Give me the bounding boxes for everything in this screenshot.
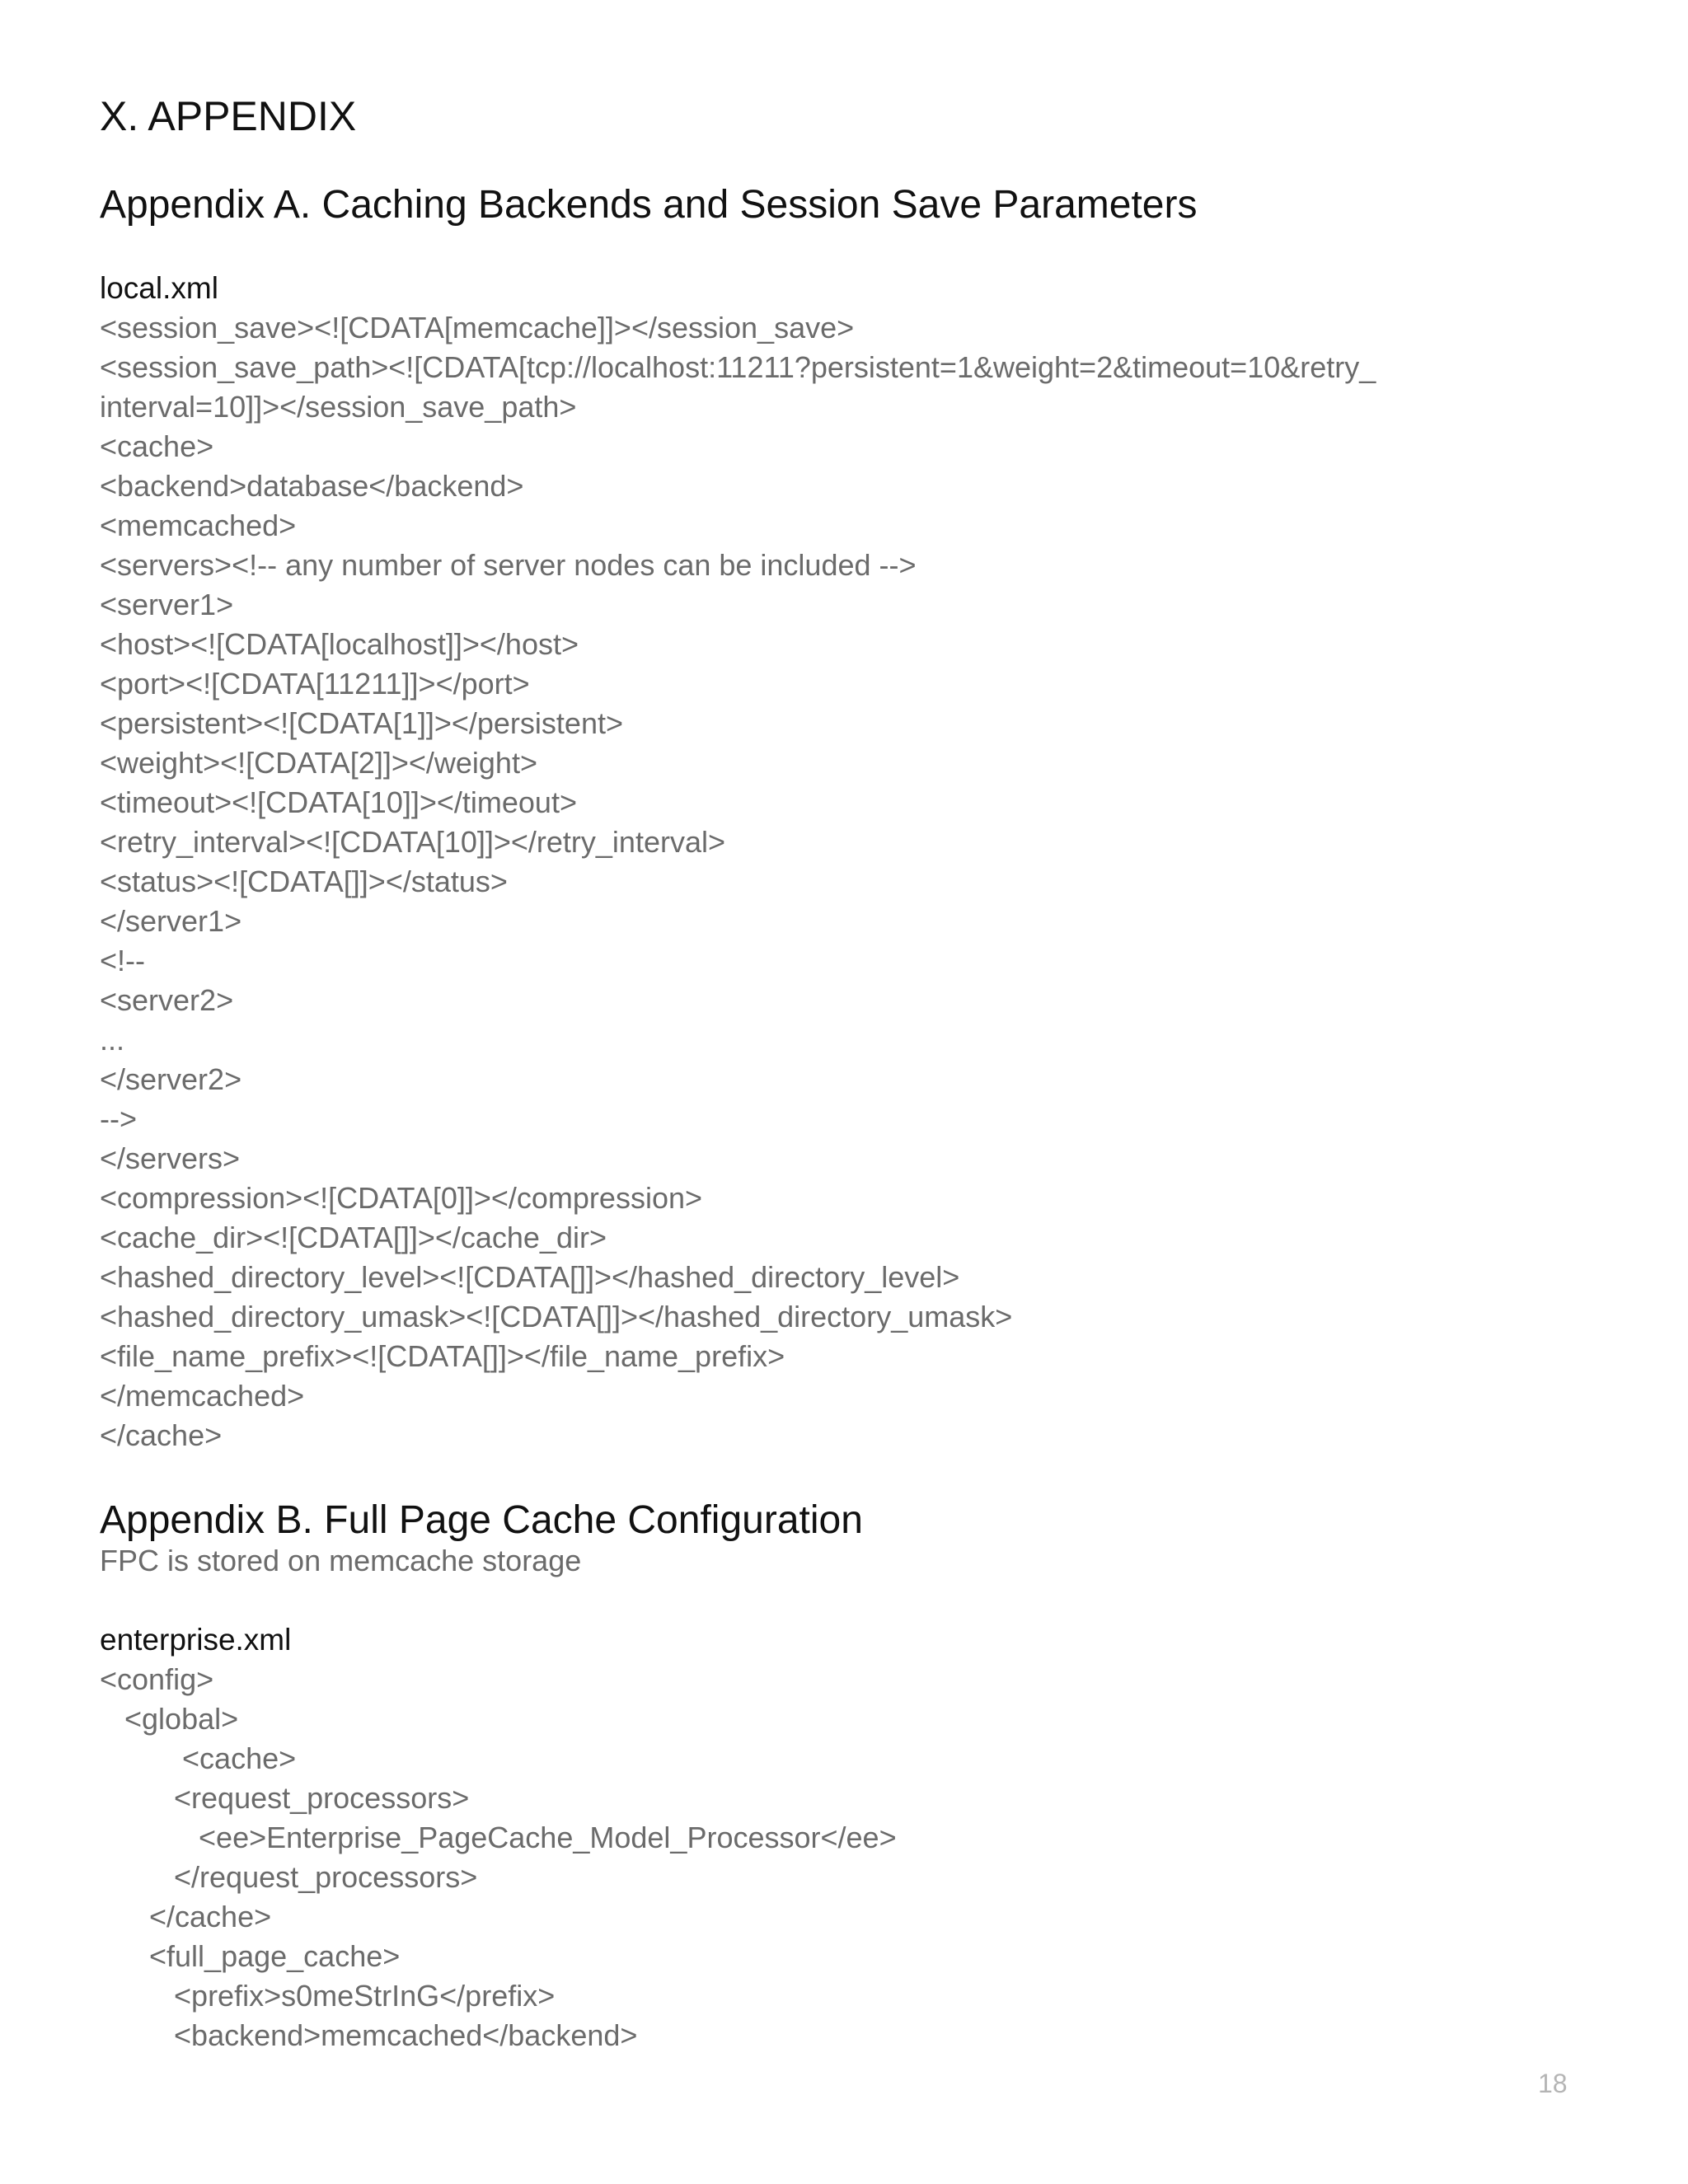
code-line: <server1> xyxy=(100,588,234,621)
section-heading: X. APPENDIX xyxy=(100,93,357,139)
code-line: <global> xyxy=(100,1702,239,1736)
code-line: </server2> xyxy=(100,1062,242,1096)
code-line: <cache_dir><![CDATA[]]></cache_dir> xyxy=(100,1221,607,1254)
code-line: <session_save><![CDATA[memcache]]></session_save> xyxy=(100,311,855,344)
code-line: <cache> xyxy=(100,429,214,463)
code-line: <config> xyxy=(100,1662,214,1696)
code-line: <hashed_directory_umask><![CDATA[]]></hashed_directory_umask> xyxy=(100,1300,1013,1333)
code-line: <weight><![CDATA[2]]></weight> xyxy=(100,746,537,780)
appendix-a-code-block xyxy=(100,308,1376,1455)
code-line: </cache> xyxy=(100,1900,272,1933)
code-line: <!-- xyxy=(100,944,146,977)
appendix-b-code-block xyxy=(100,1660,897,2055)
code-line: <ee>Enterprise_PageCache_Model_Processor</ee> xyxy=(100,1821,897,1854)
code-line: <full_page_cache> xyxy=(100,1939,401,1973)
page-number: 18 xyxy=(1538,2069,1568,2098)
code-line: <file_name_prefix><![CDATA[]]></file_name_prefix> xyxy=(100,1339,785,1373)
code-line: <port><![CDATA[11211]]></port> xyxy=(100,667,530,701)
code-line: <retry_interval><![CDATA[10]]></retry_interval> xyxy=(100,825,726,859)
code-line: <hashed_directory_level><![CDATA[]]></hashed_directory_level> xyxy=(100,1260,960,1294)
code-line: </servers> xyxy=(100,1141,241,1175)
code-line: interval=10]]></session_save_path> xyxy=(100,390,577,424)
code-line: ... xyxy=(100,1023,125,1057)
code-line: </server1> xyxy=(100,904,242,938)
code-line: <compression><![CDATA[0]]></compression> xyxy=(100,1181,703,1215)
code-line: <servers><!-- any number of server nodes can be included --> xyxy=(100,548,917,582)
appendix-b-intro: FPC is stored on memcache storage xyxy=(100,1544,582,1577)
code-line: </cache> xyxy=(100,1418,223,1452)
code-line: <cache> xyxy=(100,1741,297,1775)
code-line: <server2> xyxy=(100,983,234,1017)
appendix-b-file-label: enterprise.xml xyxy=(100,1623,292,1657)
code-line: <persistent><![CDATA[1]]></persistent> xyxy=(100,706,623,740)
code-line: <host><![CDATA[localhost]]></host> xyxy=(100,627,579,661)
appendix-a-title: Appendix A. Caching Backends and Session Save Parameters xyxy=(100,183,1198,227)
code-line: <status><![CDATA[]]></status> xyxy=(100,865,508,898)
code-line: <backend>database</backend> xyxy=(100,469,524,503)
code-line: <request_processors> xyxy=(100,1781,470,1815)
code-line: --> xyxy=(100,1102,137,1136)
code-line: <backend>memcached</backend> xyxy=(100,2018,638,2052)
code-line: <session_save_path><![CDATA[tcp://localhost:11211?persistent=1&weight=2&timeout=10&retry_ xyxy=(100,350,1376,384)
code-line: <timeout><![CDATA[10]]></timeout> xyxy=(100,785,577,819)
code-line: <memcached> xyxy=(100,509,297,542)
code-line: </request_processors> xyxy=(100,1860,478,1894)
code-line: <prefix>s0meStrInG</prefix> xyxy=(100,1979,556,2013)
appendix-b-title: Appendix B. Full Page Cache Configuration xyxy=(100,1498,863,1542)
appendix-a-file-label: local.xml xyxy=(100,271,218,305)
code-line: </memcached> xyxy=(100,1379,305,1413)
